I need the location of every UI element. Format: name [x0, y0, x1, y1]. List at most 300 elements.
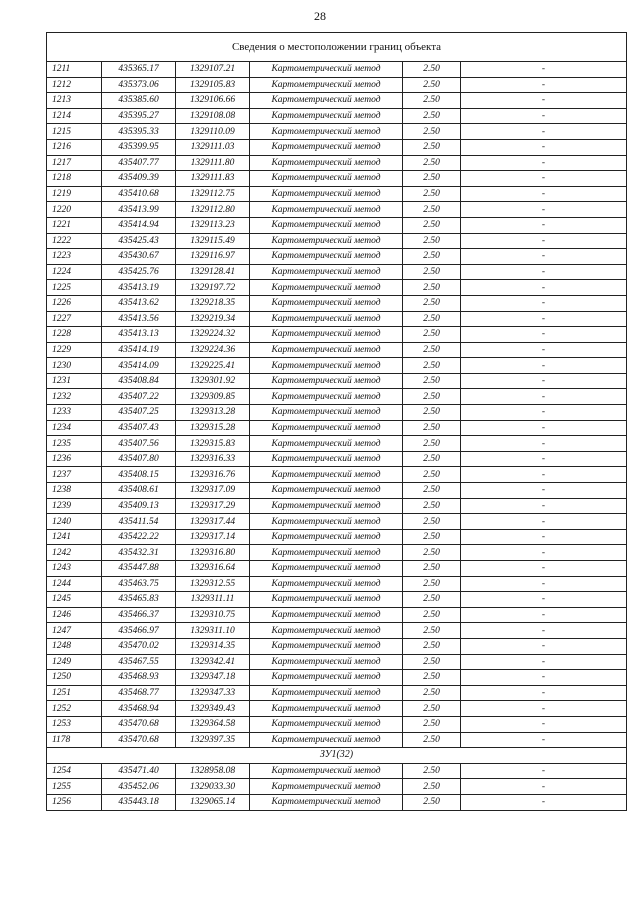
- table-row: [47, 701, 627, 717]
- accuracy-cell: 2.50: [403, 93, 461, 109]
- method-cell: Картометрический метод: [250, 670, 403, 686]
- coord-y-cell: 1329224.32: [176, 327, 250, 343]
- method-cell: Картометрический метод: [250, 545, 403, 561]
- table-row: [47, 264, 627, 280]
- point-number-cell: 1241: [47, 529, 102, 545]
- accuracy-cell: 2.50: [403, 311, 461, 327]
- coord-x-cell: 435470.68: [102, 732, 176, 748]
- table-row: [47, 358, 627, 374]
- coord-y-cell: 1329112.80: [176, 202, 250, 218]
- point-number-cell: 1252: [47, 701, 102, 717]
- coord-y-cell: 1329033.30: [176, 779, 250, 795]
- coord-y-cell: 1329347.18: [176, 670, 250, 686]
- description-cell: -: [461, 545, 627, 561]
- point-number-cell: 1216: [47, 139, 102, 155]
- table-row: [47, 451, 627, 467]
- description-cell: -: [461, 467, 627, 483]
- accuracy-cell: 2.50: [403, 467, 461, 483]
- method-cell: Картометрический метод: [250, 732, 403, 748]
- accuracy-cell: 2.50: [403, 155, 461, 171]
- method-cell: Картометрический метод: [250, 311, 403, 327]
- accuracy-cell: 2.50: [403, 139, 461, 155]
- description-cell: -: [461, 654, 627, 670]
- method-cell: Картометрический метод: [250, 342, 403, 358]
- coord-x-cell: 435413.56: [102, 311, 176, 327]
- method-cell: Картометрический метод: [250, 607, 403, 623]
- table-row: [47, 763, 627, 779]
- method-cell: Картометрический метод: [250, 62, 403, 78]
- coord-x-cell: 435422.22: [102, 529, 176, 545]
- description-cell: -: [461, 498, 627, 514]
- accuracy-cell: 2.50: [403, 186, 461, 202]
- coord-x-cell: 435395.33: [102, 124, 176, 140]
- point-number-cell: 1214: [47, 108, 102, 124]
- coord-y-cell: 1329113.23: [176, 217, 250, 233]
- coord-x-cell: 435414.09: [102, 358, 176, 374]
- accuracy-cell: 2.50: [403, 483, 461, 499]
- coord-x-cell: 435466.37: [102, 607, 176, 623]
- method-cell: Картометрический метод: [250, 794, 403, 810]
- coord-x-cell: 435373.06: [102, 77, 176, 93]
- point-number-cell: 1211: [47, 62, 102, 78]
- description-cell: -: [461, 389, 627, 405]
- accuracy-cell: 2.50: [403, 701, 461, 717]
- description-cell: -: [461, 77, 627, 93]
- coord-x-cell: 435425.76: [102, 264, 176, 280]
- table-row: [47, 233, 627, 249]
- table-row: [47, 685, 627, 701]
- method-cell: Картометрический метод: [250, 249, 403, 265]
- point-number-cell: 1228: [47, 327, 102, 343]
- coord-x-cell: 435447.88: [102, 561, 176, 577]
- description-cell: -: [461, 186, 627, 202]
- method-cell: Картометрический метод: [250, 93, 403, 109]
- table-row: [47, 576, 627, 592]
- accuracy-cell: 2.50: [403, 249, 461, 265]
- method-cell: Картометрический метод: [250, 217, 403, 233]
- coord-y-cell: 1329218.35: [176, 295, 250, 311]
- table-row: [47, 295, 627, 311]
- coord-y-cell: 1329301.92: [176, 373, 250, 389]
- coord-y-cell: 1329317.09: [176, 483, 250, 499]
- table-row: [47, 186, 627, 202]
- table-row: [47, 139, 627, 155]
- coord-y-cell: 1329317.44: [176, 514, 250, 530]
- accuracy-cell: 2.50: [403, 295, 461, 311]
- accuracy-cell: 2.50: [403, 436, 461, 452]
- description-cell: -: [461, 264, 627, 280]
- table-row: [47, 420, 627, 436]
- point-number-cell: 1237: [47, 467, 102, 483]
- point-number-cell: 1215: [47, 124, 102, 140]
- coord-y-cell: 1329315.83: [176, 436, 250, 452]
- coord-y-cell: 1329106.66: [176, 93, 250, 109]
- table-row: [47, 124, 627, 140]
- coord-x-cell: 435399.95: [102, 139, 176, 155]
- description-cell: -: [461, 217, 627, 233]
- coord-x-cell: 435432.31: [102, 545, 176, 561]
- accuracy-cell: 2.50: [403, 342, 461, 358]
- accuracy-cell: 2.50: [403, 420, 461, 436]
- description-cell: -: [461, 202, 627, 218]
- coord-y-cell: 1329397.35: [176, 732, 250, 748]
- point-number-cell: 1230: [47, 358, 102, 374]
- coord-x-cell: 435452.06: [102, 779, 176, 795]
- coord-x-cell: 435413.62: [102, 295, 176, 311]
- description-cell: -: [461, 280, 627, 296]
- coord-x-cell: 435470.02: [102, 638, 176, 654]
- accuracy-cell: 2.50: [403, 202, 461, 218]
- table-row: [47, 716, 627, 732]
- point-number-cell: 1254: [47, 763, 102, 779]
- coord-y-cell: 1329112.75: [176, 186, 250, 202]
- accuracy-cell: 2.50: [403, 607, 461, 623]
- description-cell: -: [461, 623, 627, 639]
- method-cell: Картометрический метод: [250, 108, 403, 124]
- description-cell: -: [461, 436, 627, 452]
- table-row: [47, 249, 627, 265]
- table-row: [47, 483, 627, 499]
- description-cell: -: [461, 139, 627, 155]
- point-number-cell: 1238: [47, 483, 102, 499]
- coord-y-cell: 1328958.08: [176, 763, 250, 779]
- point-number-cell: 1224: [47, 264, 102, 280]
- coord-x-cell: 435468.77: [102, 685, 176, 701]
- description-cell: -: [461, 155, 627, 171]
- coord-y-cell: 1329225.41: [176, 358, 250, 374]
- point-number-cell: 1242: [47, 545, 102, 561]
- coord-y-cell: 1329111.03: [176, 139, 250, 155]
- method-cell: Картометрический метод: [250, 327, 403, 343]
- table-row: [47, 373, 627, 389]
- method-cell: Картометрический метод: [250, 389, 403, 405]
- description-cell: -: [461, 701, 627, 717]
- description-cell: -: [461, 358, 627, 374]
- accuracy-cell: 2.50: [403, 171, 461, 187]
- method-cell: Картометрический метод: [250, 358, 403, 374]
- method-cell: Картометрический метод: [250, 171, 403, 187]
- description-cell: -: [461, 638, 627, 654]
- method-cell: Картометрический метод: [250, 280, 403, 296]
- accuracy-cell: 2.50: [403, 763, 461, 779]
- description-cell: -: [461, 576, 627, 592]
- accuracy-cell: 2.50: [403, 638, 461, 654]
- description-cell: -: [461, 732, 627, 748]
- coord-x-cell: 435408.15: [102, 467, 176, 483]
- point-number-cell: 1235: [47, 436, 102, 452]
- table-row: [47, 202, 627, 218]
- point-number-cell: 1219: [47, 186, 102, 202]
- coord-y-cell: 1329197.72: [176, 280, 250, 296]
- boundary-table: [46, 32, 627, 811]
- table-row: [47, 436, 627, 452]
- coord-y-cell: 1329110.09: [176, 124, 250, 140]
- table-row: [47, 732, 627, 748]
- description-cell: -: [461, 779, 627, 795]
- coord-x-cell: 435430.67: [102, 249, 176, 265]
- description-cell: -: [461, 373, 627, 389]
- point-number-cell: 1244: [47, 576, 102, 592]
- accuracy-cell: 2.50: [403, 389, 461, 405]
- coord-y-cell: 1329349.43: [176, 701, 250, 717]
- table-row: [47, 467, 627, 483]
- point-number-cell: 1248: [47, 638, 102, 654]
- point-number-cell: 1232: [47, 389, 102, 405]
- table-row: [47, 171, 627, 187]
- coord-x-cell: 435471.40: [102, 763, 176, 779]
- accuracy-cell: 2.50: [403, 576, 461, 592]
- coord-y-cell: 1329309.85: [176, 389, 250, 405]
- accuracy-cell: 2.50: [403, 685, 461, 701]
- method-cell: Картометрический метод: [250, 623, 403, 639]
- method-cell: Картометрический метод: [250, 420, 403, 436]
- point-number-cell: 1225: [47, 280, 102, 296]
- point-number-cell: 1227: [47, 311, 102, 327]
- accuracy-cell: 2.50: [403, 654, 461, 670]
- coord-x-cell: 435385.60: [102, 93, 176, 109]
- method-cell: Картометрический метод: [250, 451, 403, 467]
- accuracy-cell: 2.50: [403, 62, 461, 78]
- method-cell: Картометрический метод: [250, 467, 403, 483]
- point-number-cell: 1239: [47, 498, 102, 514]
- accuracy-cell: 2.50: [403, 545, 461, 561]
- coord-x-cell: 435466.97: [102, 623, 176, 639]
- coord-y-cell: 1329310.75: [176, 607, 250, 623]
- coord-x-cell: 435468.93: [102, 670, 176, 686]
- accuracy-cell: 2.50: [403, 108, 461, 124]
- point-number-cell: 1240: [47, 514, 102, 530]
- coord-y-cell: 1329128.41: [176, 264, 250, 280]
- description-cell: -: [461, 514, 627, 530]
- point-number-cell: 1218: [47, 171, 102, 187]
- table-row: [47, 389, 627, 405]
- coord-x-cell: 435414.19: [102, 342, 176, 358]
- table-row: [47, 592, 627, 608]
- coord-y-cell: 1329311.10: [176, 623, 250, 639]
- coord-x-cell: 435467.55: [102, 654, 176, 670]
- accuracy-cell: 2.50: [403, 779, 461, 795]
- table-row: [47, 311, 627, 327]
- description-cell: -: [461, 794, 627, 810]
- description-cell: -: [461, 670, 627, 686]
- accuracy-cell: 2.50: [403, 561, 461, 577]
- coord-x-cell: 435408.84: [102, 373, 176, 389]
- point-number-cell: 1243: [47, 561, 102, 577]
- description-cell: -: [461, 311, 627, 327]
- point-number-cell: 1251: [47, 685, 102, 701]
- description-cell: -: [461, 295, 627, 311]
- coord-y-cell: 1329315.28: [176, 420, 250, 436]
- point-number-cell: 1250: [47, 670, 102, 686]
- coord-y-cell: 1329111.80: [176, 155, 250, 171]
- coord-y-cell: 1329116.97: [176, 249, 250, 265]
- accuracy-cell: 2.50: [403, 124, 461, 140]
- coord-y-cell: 1329317.14: [176, 529, 250, 545]
- point-number-cell: 1178: [47, 732, 102, 748]
- point-number-cell: 1246: [47, 607, 102, 623]
- method-cell: Картометрический метод: [250, 295, 403, 311]
- accuracy-cell: 2.50: [403, 592, 461, 608]
- coord-x-cell: 435410.68: [102, 186, 176, 202]
- coord-y-cell: 1329219.34: [176, 311, 250, 327]
- coord-x-cell: 435425.43: [102, 233, 176, 249]
- description-cell: -: [461, 62, 627, 78]
- point-number-cell: 1226: [47, 295, 102, 311]
- accuracy-cell: 2.50: [403, 732, 461, 748]
- description-cell: -: [461, 561, 627, 577]
- description-cell: -: [461, 592, 627, 608]
- coord-y-cell: 1329316.76: [176, 467, 250, 483]
- description-cell: -: [461, 249, 627, 265]
- accuracy-cell: 2.50: [403, 358, 461, 374]
- point-number-cell: 1245: [47, 592, 102, 608]
- coord-x-cell: 435365.17: [102, 62, 176, 78]
- description-cell: -: [461, 342, 627, 358]
- coord-y-cell: 1329364.58: [176, 716, 250, 732]
- coord-y-cell: 1329311.11: [176, 592, 250, 608]
- coord-x-cell: 435411.54: [102, 514, 176, 530]
- method-cell: Картометрический метод: [250, 483, 403, 499]
- point-number-cell: 1255: [47, 779, 102, 795]
- point-number-cell: 1222: [47, 233, 102, 249]
- point-number-cell: 1249: [47, 654, 102, 670]
- method-cell: Картометрический метод: [250, 139, 403, 155]
- coord-x-cell: 435468.94: [102, 701, 176, 717]
- point-number-cell: 1223: [47, 249, 102, 265]
- method-cell: Картометрический метод: [250, 233, 403, 249]
- accuracy-cell: 2.50: [403, 280, 461, 296]
- table-row: [47, 638, 627, 654]
- coord-x-cell: 435409.13: [102, 498, 176, 514]
- coord-x-cell: 435409.39: [102, 171, 176, 187]
- point-number-cell: 1233: [47, 405, 102, 421]
- table-row: [47, 623, 627, 639]
- coord-y-cell: 1329224.36: [176, 342, 250, 358]
- coord-x-cell: 435443.18: [102, 794, 176, 810]
- description-cell: -: [461, 685, 627, 701]
- table-row: [47, 155, 627, 171]
- accuracy-cell: 2.50: [403, 264, 461, 280]
- description-cell: -: [461, 763, 627, 779]
- method-cell: Картометрический метод: [250, 77, 403, 93]
- point-number-cell: 1234: [47, 420, 102, 436]
- table-row: [47, 327, 627, 343]
- description-cell: -: [461, 420, 627, 436]
- table-row: [47, 62, 627, 78]
- coord-y-cell: 1329316.33: [176, 451, 250, 467]
- table-row: [47, 607, 627, 623]
- point-number-cell: 1231: [47, 373, 102, 389]
- table-row: [47, 545, 627, 561]
- description-cell: -: [461, 607, 627, 623]
- table-row: [47, 342, 627, 358]
- coord-x-cell: 435413.13: [102, 327, 176, 343]
- coord-y-cell: 1329312.55: [176, 576, 250, 592]
- description-cell: -: [461, 171, 627, 187]
- point-number-cell: 1213: [47, 93, 102, 109]
- section-label: ЗУ1(32): [47, 748, 627, 764]
- accuracy-cell: 2.50: [403, 217, 461, 233]
- accuracy-cell: 2.50: [403, 529, 461, 545]
- point-number-cell: 1217: [47, 155, 102, 171]
- method-cell: Картометрический метод: [250, 592, 403, 608]
- accuracy-cell: 2.50: [403, 794, 461, 810]
- coord-y-cell: 1329065.14: [176, 794, 250, 810]
- method-cell: Картометрический метод: [250, 763, 403, 779]
- coord-y-cell: 1329105.83: [176, 77, 250, 93]
- accuracy-cell: 2.50: [403, 498, 461, 514]
- coord-x-cell: 435413.99: [102, 202, 176, 218]
- point-number-cell: 1212: [47, 77, 102, 93]
- table-row: [47, 405, 627, 421]
- method-cell: Картометрический метод: [250, 124, 403, 140]
- method-cell: Картометрический метод: [250, 701, 403, 717]
- coord-x-cell: 435407.80: [102, 451, 176, 467]
- point-number-cell: 1247: [47, 623, 102, 639]
- accuracy-cell: 2.50: [403, 670, 461, 686]
- coord-x-cell: 435407.43: [102, 420, 176, 436]
- point-number-cell: 1221: [47, 217, 102, 233]
- coord-x-cell: 435413.19: [102, 280, 176, 296]
- method-cell: Картометрический метод: [250, 529, 403, 545]
- table-row: [47, 794, 627, 810]
- table-row: [47, 280, 627, 296]
- method-cell: Картометрический метод: [250, 264, 403, 280]
- table-row: [47, 779, 627, 795]
- coord-y-cell: 1329316.80: [176, 545, 250, 561]
- coord-x-cell: 435408.61: [102, 483, 176, 499]
- coord-y-cell: 1329115.49: [176, 233, 250, 249]
- section-row: [47, 748, 627, 764]
- coord-y-cell: 1329316.64: [176, 561, 250, 577]
- method-cell: Картометрический метод: [250, 654, 403, 670]
- coord-y-cell: 1329314.35: [176, 638, 250, 654]
- table-row: [47, 561, 627, 577]
- table-row: [47, 77, 627, 93]
- point-number-cell: 1220: [47, 202, 102, 218]
- description-cell: -: [461, 405, 627, 421]
- method-cell: Картометрический метод: [250, 561, 403, 577]
- point-number-cell: 1229: [47, 342, 102, 358]
- table-row: [47, 514, 627, 530]
- accuracy-cell: 2.50: [403, 77, 461, 93]
- method-cell: Картометрический метод: [250, 716, 403, 732]
- coord-y-cell: 1329313.28: [176, 405, 250, 421]
- coord-x-cell: 435470.68: [102, 716, 176, 732]
- coord-x-cell: 435395.27: [102, 108, 176, 124]
- table-row: [47, 108, 627, 124]
- description-cell: -: [461, 108, 627, 124]
- accuracy-cell: 2.50: [403, 716, 461, 732]
- method-cell: Картометрический метод: [250, 685, 403, 701]
- method-cell: Картометрический метод: [250, 155, 403, 171]
- table-row: [47, 670, 627, 686]
- accuracy-cell: 2.50: [403, 405, 461, 421]
- method-cell: Картометрический метод: [250, 436, 403, 452]
- method-cell: Картометрический метод: [250, 405, 403, 421]
- coord-x-cell: 435407.25: [102, 405, 176, 421]
- method-cell: Картометрический метод: [250, 576, 403, 592]
- table-row: [47, 529, 627, 545]
- accuracy-cell: 2.50: [403, 233, 461, 249]
- table-row: [47, 498, 627, 514]
- coord-x-cell: 435463.75: [102, 576, 176, 592]
- method-cell: Картометрический метод: [250, 514, 403, 530]
- method-cell: Картометрический метод: [250, 779, 403, 795]
- description-cell: -: [461, 327, 627, 343]
- point-number-cell: 1253: [47, 716, 102, 732]
- coord-x-cell: 435407.22: [102, 389, 176, 405]
